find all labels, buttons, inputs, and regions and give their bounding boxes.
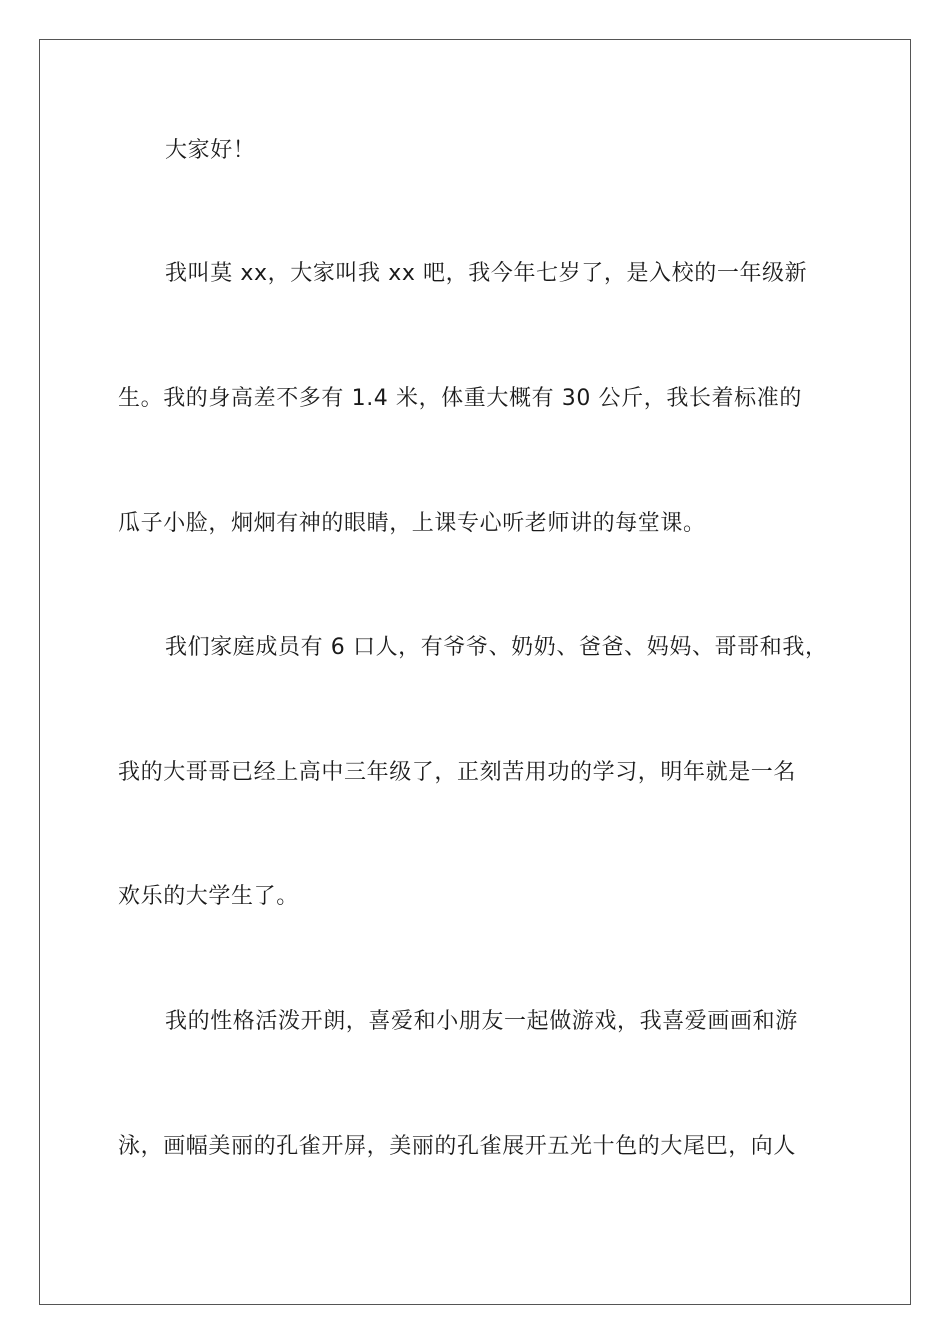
paragraph-3-line-2: 泳，画幅美丽的孔雀开屏，美丽的孔雀展开五光十色的大尾巴，向人	[118, 1134, 797, 1159]
paragraph-3-line-1: 我的性格活泼开朗，喜爱和小朋友一起做游戏，我喜爱画画和游	[165, 1009, 798, 1034]
paragraph-1-line-2: 生。我的身高差不多有 1.4 米，体重大概有 30 公斤，我长着标准的	[118, 386, 802, 411]
paragraph-2-line-1: 我们家庭成员有 6 口人，有爷爷、奶奶、爸爸、妈妈、哥哥和我，	[165, 635, 828, 660]
paragraph-1-line-3: 瓜子小脸，炯炯有神的眼睛，上课专心听老师讲的每堂课。	[118, 511, 706, 536]
paragraph-2-line-3: 欢乐的大学生了。	[118, 884, 299, 909]
paragraph-2-line-2: 我的大哥哥已经上高中三年级了，正刻苦用功的学习，明年就是一名	[118, 760, 797, 785]
greeting-line: 大家好！	[165, 138, 256, 163]
paragraph-1-line-1: 我叫莫 xx，大家叫我 xx 吧，我今年七岁了，是入校的一年级新	[165, 261, 808, 286]
page-border	[39, 39, 911, 1305]
